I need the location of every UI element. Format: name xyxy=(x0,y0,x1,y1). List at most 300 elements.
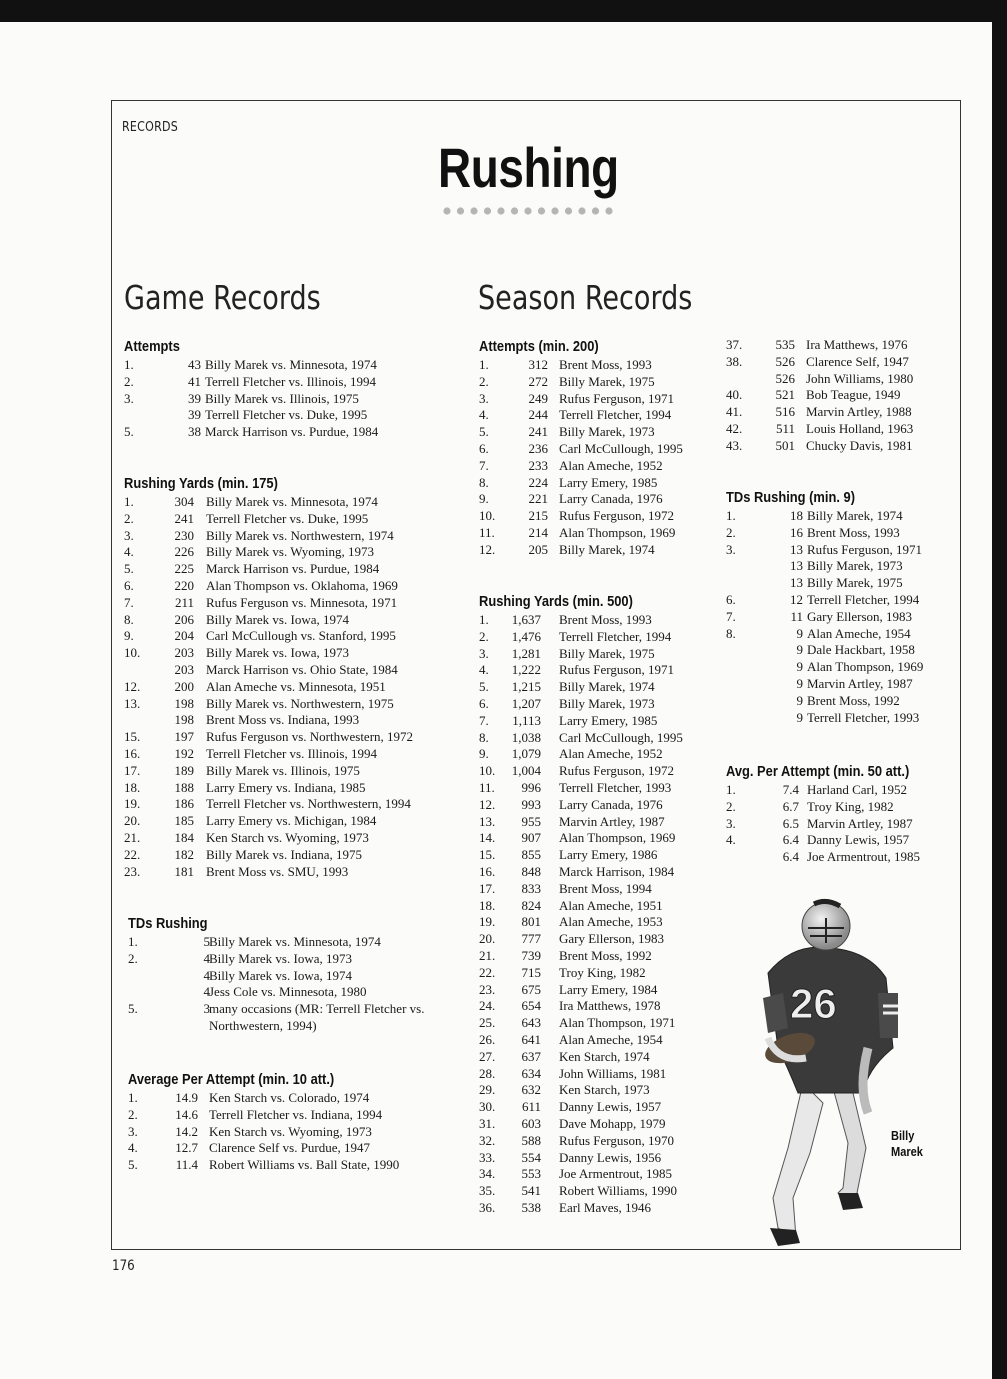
record-rank: 10. xyxy=(124,645,141,661)
record-rank: 8. xyxy=(124,611,134,627)
record-description: Larry Emery, 1986 xyxy=(559,847,658,863)
record-value: 521 xyxy=(775,387,795,403)
record-row xyxy=(479,1200,719,1217)
divider-dot xyxy=(470,207,477,214)
record-value: 993 xyxy=(521,796,541,812)
record-value: 501 xyxy=(775,437,795,453)
record-rank: 42. xyxy=(726,420,743,436)
record-description: Alan Ameche, 1954 xyxy=(807,625,911,641)
record-row xyxy=(479,1049,719,1066)
record-description: Chucky Davis, 1981 xyxy=(806,437,913,453)
record-row xyxy=(726,816,956,833)
record-row xyxy=(124,780,464,797)
record-value: 611 xyxy=(521,1099,541,1115)
record-value: 197 xyxy=(174,729,194,745)
record-value: 715 xyxy=(521,964,541,980)
record-description: Larry Emery, 1984 xyxy=(559,981,658,997)
record-value: 230 xyxy=(174,527,194,543)
record-rank: 1. xyxy=(479,357,489,372)
record-value: 541 xyxy=(521,1183,541,1199)
record-row xyxy=(479,1116,719,1133)
divider-dot xyxy=(511,207,518,214)
record-row xyxy=(479,1015,719,1032)
record-row xyxy=(726,354,956,371)
record-rank: 6. xyxy=(479,695,489,711)
record-rank: 1. xyxy=(726,782,736,797)
record-description: Terrell Fletcher vs. Northwestern, 1994 xyxy=(206,796,411,812)
record-rank: 8. xyxy=(479,474,489,490)
record-rank: 2. xyxy=(726,798,736,814)
record-value: 272 xyxy=(528,373,548,389)
record-rank: 5. xyxy=(124,424,134,440)
record-value: 188 xyxy=(174,779,194,795)
record-value: 632 xyxy=(521,1082,541,1098)
record-row xyxy=(479,746,719,763)
record-value: 4 xyxy=(203,967,210,983)
caption-last-name: Marek xyxy=(891,1144,923,1159)
record-row xyxy=(124,374,464,391)
record-value: 777 xyxy=(521,931,541,947)
record-value: 516 xyxy=(775,404,795,420)
divider-dot xyxy=(605,207,612,214)
record-value: 603 xyxy=(521,1115,541,1131)
record-description: Larry Emery vs. Indiana, 1985 xyxy=(206,779,366,795)
record-row xyxy=(479,931,719,948)
record-description: Troy King, 1982 xyxy=(559,964,646,980)
record-row xyxy=(726,609,956,626)
record-description: Marck Harrison vs. Purdue, 1984 xyxy=(206,561,380,577)
record-row xyxy=(726,710,956,727)
record-rank: 8. xyxy=(479,729,489,745)
record-description: Bob Teague, 1949 xyxy=(806,387,901,403)
record-description: Billy Marek, 1975 xyxy=(559,645,655,661)
record-description: Alan Ameche, 1952 xyxy=(559,746,663,762)
record-value: 241 xyxy=(528,424,548,440)
divider-dot xyxy=(578,207,585,214)
record-rank: 3. xyxy=(479,645,489,661)
record-value: 11.4 xyxy=(175,1157,198,1173)
game-avg-per-attempt-section xyxy=(128,1070,468,1174)
record-value: 538 xyxy=(521,1199,541,1215)
record-row xyxy=(479,475,719,492)
game-tds-rushing-section xyxy=(128,914,468,1035)
record-value: 38 xyxy=(188,424,201,440)
record-value: 206 xyxy=(174,611,194,627)
record-row xyxy=(479,1082,719,1099)
record-rank: 4. xyxy=(479,407,489,423)
page-title: Rushing xyxy=(438,136,619,199)
record-value: 3 xyxy=(203,1001,210,1017)
record-row xyxy=(128,1140,468,1157)
record-row xyxy=(479,508,719,525)
record-rank: 23. xyxy=(479,981,496,997)
record-row xyxy=(124,578,464,595)
record-rank: 40. xyxy=(726,387,743,403)
record-description: Larry Emery vs. Michigan, 1984 xyxy=(206,813,377,829)
record-description: Rufus Ferguson, 1971 xyxy=(807,541,922,557)
record-value: 637 xyxy=(521,1048,541,1064)
record-value: 1,476 xyxy=(511,628,541,644)
record-row xyxy=(726,438,956,455)
record-description: Brent Moss, 1993 xyxy=(559,612,652,627)
record-rank: 10. xyxy=(479,508,496,524)
record-row xyxy=(479,374,719,391)
record-row xyxy=(726,337,956,354)
record-value: 9 xyxy=(796,709,803,725)
section-heading: Attempts (min. 200) xyxy=(479,338,599,355)
record-rank: 1. xyxy=(124,357,134,372)
record-row xyxy=(124,357,464,374)
record-rank: 20. xyxy=(479,931,496,947)
record-row xyxy=(124,645,464,662)
season-rushing-yards-section xyxy=(479,592,719,1217)
record-description: Carl McCullough, 1995 xyxy=(559,440,683,456)
record-row xyxy=(124,511,464,528)
record-description: Ken Starch vs. Wyoming, 1973 xyxy=(209,1123,372,1139)
divider-dot xyxy=(484,207,491,214)
record-row xyxy=(479,881,719,898)
record-description: Billy Marek vs. Iowa, 1974 xyxy=(206,611,349,627)
record-description: Robert Williams, 1990 xyxy=(559,1183,678,1199)
record-description: Marvin Artley, 1987 xyxy=(807,675,913,691)
record-row xyxy=(479,696,719,713)
record-value: 675 xyxy=(521,981,541,997)
record-row xyxy=(726,508,956,525)
record-row xyxy=(479,1032,719,1049)
record-description: Billy Marek vs. Illinois, 1975 xyxy=(205,390,359,406)
record-value: 641 xyxy=(521,1031,541,1047)
record-rank: 9. xyxy=(479,491,489,507)
record-rank: 10. xyxy=(479,763,496,779)
record-rank: 19. xyxy=(479,914,496,930)
record-row xyxy=(124,544,464,561)
record-value: 198 xyxy=(174,695,194,711)
record-description: Ira Matthews, 1978 xyxy=(559,998,661,1014)
record-rank: 17. xyxy=(479,880,496,896)
record-rank: 6. xyxy=(124,577,134,593)
record-rank: 3. xyxy=(479,390,489,406)
record-description: Terrell Fletcher vs. Illinois, 1994 xyxy=(205,373,376,389)
record-value: 241 xyxy=(174,510,194,526)
record-row xyxy=(124,561,464,578)
divider-dot xyxy=(592,207,599,214)
record-value: 588 xyxy=(521,1132,541,1148)
record-value: 226 xyxy=(174,544,194,560)
record-value: 39 xyxy=(188,407,201,423)
record-rank: 4. xyxy=(726,832,736,848)
record-description: Carl McCullough vs. Stanford, 1995 xyxy=(206,628,396,644)
record-value: 553 xyxy=(521,1166,541,1182)
record-value: 12 xyxy=(790,591,803,607)
record-description: Jess Cole vs. Minnesota, 1980 xyxy=(209,984,367,1000)
record-rank: 43. xyxy=(726,437,743,453)
record-value: 833 xyxy=(521,880,541,896)
record-row xyxy=(124,813,464,830)
record-description: Brent Moss, 1993 xyxy=(559,357,652,372)
record-description: Alan Ameche, 1951 xyxy=(559,897,663,913)
record-description: Terrell Fletcher vs. Illinois, 1994 xyxy=(206,745,377,761)
record-description: Rufus Ferguson, 1972 xyxy=(559,508,674,524)
record-value: 244 xyxy=(528,407,548,423)
record-value: 39 xyxy=(188,390,201,406)
record-row xyxy=(124,847,464,864)
record-value: 996 xyxy=(521,779,541,795)
record-rank: 15. xyxy=(479,847,496,863)
record-value: 801 xyxy=(521,914,541,930)
record-row xyxy=(479,646,719,663)
record-row xyxy=(479,797,719,814)
record-row xyxy=(128,1107,468,1124)
record-value: 215 xyxy=(528,508,548,524)
record-description: Ken Starch vs. Colorado, 1974 xyxy=(209,1090,370,1105)
record-value: 855 xyxy=(521,847,541,863)
record-description: Marck Harrison vs. Purdue, 1984 xyxy=(205,424,379,440)
record-row xyxy=(726,404,956,421)
record-row xyxy=(726,421,956,438)
record-row xyxy=(124,391,464,408)
record-rank: 2. xyxy=(124,373,134,389)
record-value: 907 xyxy=(521,830,541,846)
record-row xyxy=(479,780,719,797)
record-row xyxy=(124,662,464,679)
record-description: Rufus Ferguson vs. Minnesota, 1971 xyxy=(206,594,398,610)
record-row xyxy=(479,830,719,847)
record-description: Gary Ellerson, 1983 xyxy=(559,931,665,947)
record-rank: 3. xyxy=(726,541,736,557)
record-value: 186 xyxy=(174,796,194,812)
record-row xyxy=(479,612,719,629)
record-value: 184 xyxy=(174,829,194,845)
record-value: 9 xyxy=(796,625,803,641)
record-row xyxy=(479,357,719,374)
record-row xyxy=(124,864,464,881)
record-description: Terrell Fletcher vs. Indiana, 1994 xyxy=(209,1106,383,1122)
player-photo xyxy=(748,898,908,1248)
record-rank: 2. xyxy=(479,373,489,389)
record-rank: 2. xyxy=(124,510,134,526)
record-row xyxy=(128,968,468,985)
record-value: 304 xyxy=(174,494,194,509)
record-rank: 21. xyxy=(479,947,496,963)
section-heading: Rushing Yards (min. 500) xyxy=(479,593,633,610)
record-description: Alan Thompson, 1969 xyxy=(807,659,924,675)
record-rank: 2. xyxy=(726,524,736,540)
divider-dot xyxy=(565,207,572,214)
record-description: Gary Ellerson, 1983 xyxy=(807,608,913,624)
record-rank: 7. xyxy=(726,608,736,624)
record-rank: 9. xyxy=(124,628,134,644)
record-rank: 5. xyxy=(128,1157,138,1173)
record-row xyxy=(479,898,719,915)
record-value: 1,222 xyxy=(511,662,541,678)
record-description: Billy Marek vs. Minnesota, 1974 xyxy=(209,934,381,949)
record-value: 9 xyxy=(796,659,803,675)
record-row xyxy=(479,679,719,696)
record-row xyxy=(726,371,956,388)
record-row xyxy=(479,847,719,864)
record-rank: 23. xyxy=(124,863,141,879)
season-records-title: Season Records xyxy=(478,278,693,317)
record-value: 1,215 xyxy=(511,679,541,695)
record-rank: 27. xyxy=(479,1048,496,1064)
record-value: 185 xyxy=(174,813,194,829)
record-rank: 4. xyxy=(128,1140,138,1156)
caption-first-name: Billy xyxy=(891,1128,915,1143)
record-row xyxy=(124,424,464,441)
record-row xyxy=(479,542,719,559)
photo-caption xyxy=(891,1128,923,1160)
record-row xyxy=(726,542,956,559)
record-rank: 4. xyxy=(479,662,489,678)
record-value: 654 xyxy=(521,998,541,1014)
record-description: Alan Ameche, 1954 xyxy=(559,1031,663,1047)
record-description: Clarence Self vs. Purdue, 1947 xyxy=(209,1140,371,1156)
section-heading: Avg. Per Attempt (min. 50 att.) xyxy=(726,763,910,780)
record-description: Danny Lewis, 1956 xyxy=(559,1149,662,1165)
record-description: Billy Marek vs. Illinois, 1975 xyxy=(206,762,360,778)
record-row xyxy=(479,763,719,780)
record-rank: 5. xyxy=(479,424,489,440)
record-row xyxy=(124,763,464,780)
record-description: Marck Harrison, 1984 xyxy=(559,863,675,879)
record-value: 1,038 xyxy=(511,729,541,745)
record-value: 12.7 xyxy=(175,1140,198,1156)
record-rank: 25. xyxy=(479,1015,496,1031)
record-value: 1,281 xyxy=(511,645,541,661)
record-row xyxy=(124,796,464,813)
record-description: Billy Marek vs. Northwestern, 1975 xyxy=(206,695,394,711)
season-rushing-yards-continued xyxy=(726,337,956,455)
game-attempts-section xyxy=(124,337,464,441)
record-value: 6.5 xyxy=(782,815,799,831)
record-value: 203 xyxy=(174,661,194,677)
record-description: Rufus Ferguson, 1971 xyxy=(559,662,674,678)
record-description: Marck Harrison vs. Ohio State, 1984 xyxy=(206,661,398,677)
record-rank: 9. xyxy=(479,746,489,762)
record-row xyxy=(726,592,956,609)
record-rank: 20. xyxy=(124,813,141,829)
record-value: 526 xyxy=(775,353,795,369)
record-description: Alan Thompson vs. Oklahoma, 1969 xyxy=(206,577,398,593)
record-description: Rufus Ferguson vs. Northwestern, 1972 xyxy=(206,729,414,745)
record-row xyxy=(128,934,468,951)
record-row xyxy=(479,998,719,1015)
record-description: Brent Moss vs. Indiana, 1993 xyxy=(206,712,360,728)
season-attempts-section xyxy=(479,337,719,559)
record-value: 848 xyxy=(521,863,541,879)
record-rank: 1. xyxy=(128,1090,138,1105)
record-rank: 1. xyxy=(124,494,134,509)
record-rank: 22. xyxy=(479,964,496,980)
record-description: Marvin Artley, 1988 xyxy=(806,404,912,420)
record-row xyxy=(726,693,956,710)
record-description: Alan Ameche, 1952 xyxy=(559,457,663,473)
record-row xyxy=(726,676,956,693)
page-number: 176 xyxy=(112,1258,135,1274)
record-row xyxy=(124,628,464,645)
record-row xyxy=(726,387,956,404)
record-value: 643 xyxy=(521,1015,541,1031)
record-value: 203 xyxy=(174,645,194,661)
record-row xyxy=(726,659,956,676)
record-description: Dale Hackbart, 1958 xyxy=(807,642,915,658)
record-row xyxy=(726,575,956,592)
record-description: Clarence Self, 1947 xyxy=(806,353,909,369)
record-row xyxy=(124,528,464,545)
record-row xyxy=(479,491,719,508)
record-description: Carl McCullough, 1995 xyxy=(559,729,683,745)
record-rank: 37. xyxy=(726,337,743,352)
record-description: Billy Marek vs. Wyoming, 1973 xyxy=(206,544,374,560)
record-description: Billy Marek vs. Minnesota, 1974 xyxy=(206,494,378,509)
divider-dot xyxy=(524,207,531,214)
record-row xyxy=(479,1133,719,1150)
record-rank: 18. xyxy=(124,779,141,795)
record-rank: 1. xyxy=(128,934,138,949)
record-row xyxy=(479,424,719,441)
season-tds-rushing-section xyxy=(726,488,956,726)
record-rank: 12. xyxy=(479,541,496,557)
record-row xyxy=(124,830,464,847)
record-row xyxy=(479,814,719,831)
divider-dot xyxy=(497,207,504,214)
record-rank: 3. xyxy=(128,1123,138,1139)
record-row xyxy=(726,799,956,816)
record-value: 6.4 xyxy=(782,849,799,865)
record-description: Terrell Fletcher, 1994 xyxy=(559,628,672,644)
record-description: Alan Thompson, 1969 xyxy=(559,524,676,540)
record-description: Billy Marek vs. Iowa, 1974 xyxy=(209,967,352,983)
record-row xyxy=(479,1066,719,1083)
record-description: Billy Marek vs. Iowa, 1973 xyxy=(209,950,352,966)
record-description: Rufus Ferguson, 1972 xyxy=(559,763,674,779)
record-rank: 21. xyxy=(124,829,141,845)
record-description: Danny Lewis, 1957 xyxy=(807,832,910,848)
record-row xyxy=(128,951,468,968)
record-description: many occasions (MR: Terrell Fletcher vs. Northwestern, 1994) xyxy=(209,1001,425,1033)
record-description: Ken Starch vs. Wyoming, 1973 xyxy=(206,829,369,845)
record-description: Brent Moss, 1992 xyxy=(559,947,652,963)
record-rank: 26. xyxy=(479,1031,496,1047)
record-value: 249 xyxy=(528,390,548,406)
record-row xyxy=(726,832,956,849)
record-rank: 29. xyxy=(479,1082,496,1098)
record-rank: 2. xyxy=(128,950,138,966)
record-description: Rufus Ferguson, 1971 xyxy=(559,390,674,406)
game-rushing-yards-section xyxy=(124,474,464,880)
section-heading: TDs Rushing (min. 9) xyxy=(726,489,855,506)
record-rank: 8. xyxy=(726,625,736,641)
record-description: Ira Matthews, 1976 xyxy=(806,337,908,352)
record-row xyxy=(128,1157,468,1174)
record-row xyxy=(479,948,719,965)
record-row xyxy=(479,1166,719,1183)
record-row xyxy=(124,612,464,629)
record-description: Terrell Fletcher, 1993 xyxy=(559,779,672,795)
record-row xyxy=(479,1183,719,1200)
record-description: Billy Marek vs. Minnesota, 1974 xyxy=(205,357,377,372)
record-description: Billy Marek, 1974 xyxy=(559,679,655,695)
record-value: 16 xyxy=(790,524,803,540)
record-description: Ken Starch, 1974 xyxy=(559,1048,650,1064)
record-rank: 35. xyxy=(479,1183,496,1199)
record-value: 824 xyxy=(521,897,541,913)
record-row xyxy=(124,712,464,729)
record-rank: 32. xyxy=(479,1132,496,1148)
record-row xyxy=(124,729,464,746)
section-heading: Rushing Yards (min. 175) xyxy=(124,475,278,492)
record-description: Earl Maves, 1946 xyxy=(559,1199,652,1215)
